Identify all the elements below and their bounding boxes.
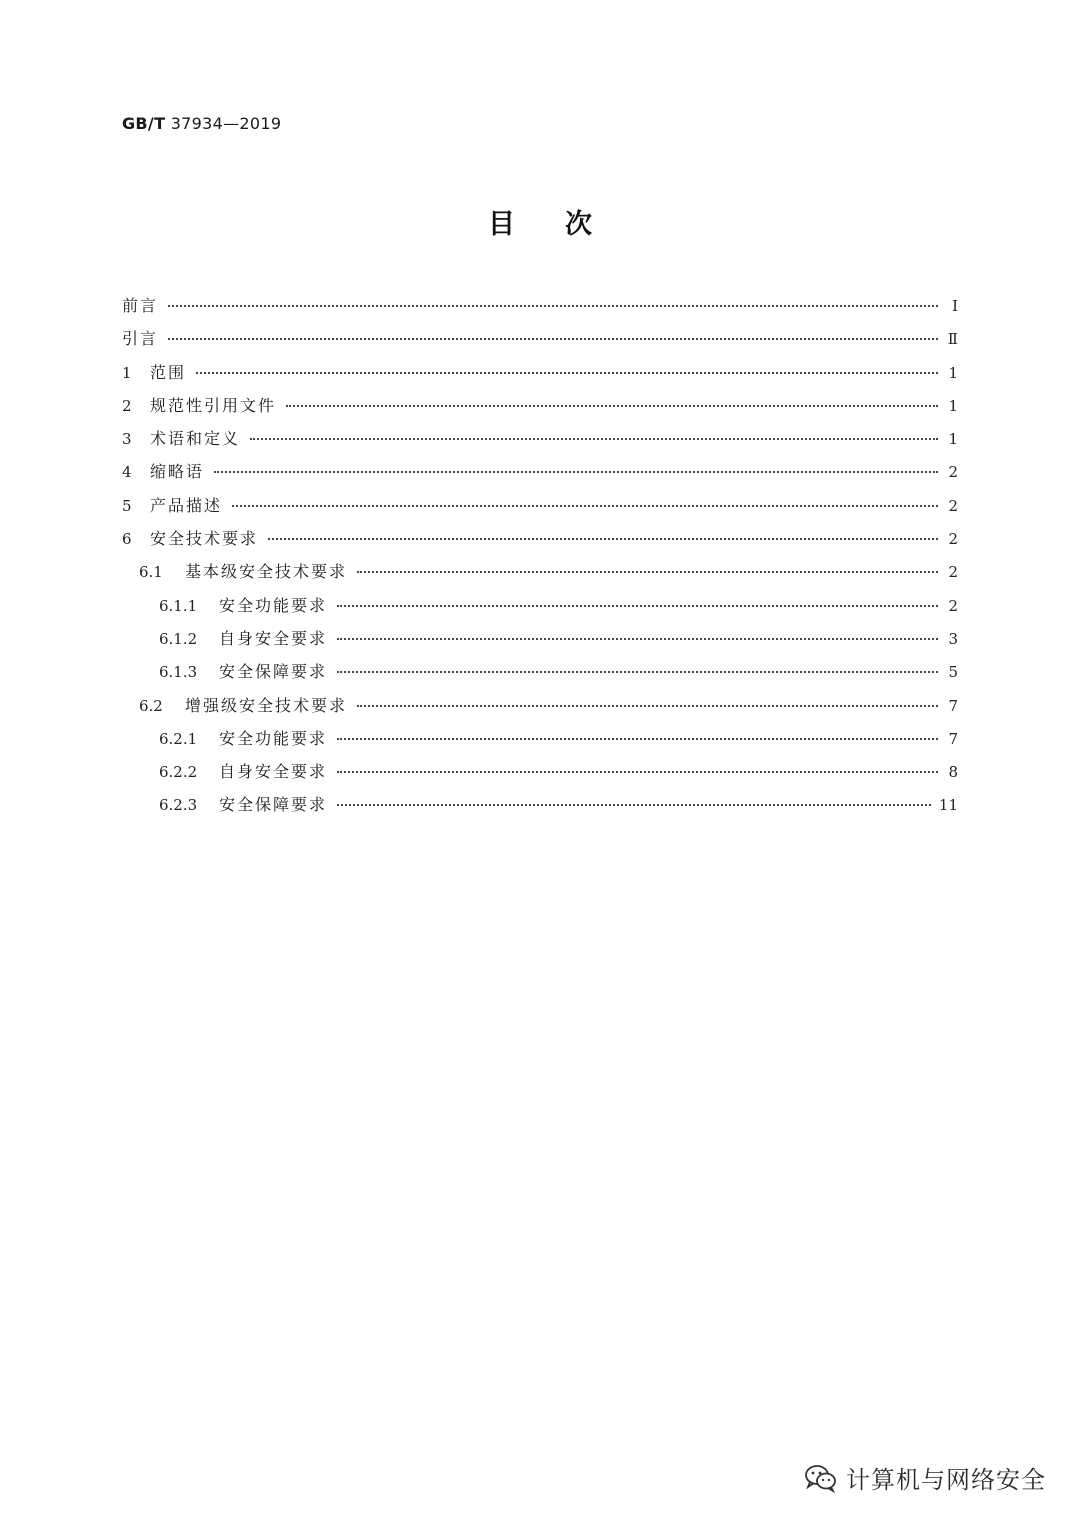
toc-entry-page: 5 bbox=[948, 663, 958, 682]
toc-entry-number: 1 bbox=[122, 363, 132, 382]
toc-dot-leader bbox=[232, 505, 938, 507]
toc-dot-leader bbox=[337, 638, 938, 640]
toc-dot-leader bbox=[268, 538, 938, 540]
toc-entry-page: 2 bbox=[948, 530, 958, 549]
toc-entry-page: 2 bbox=[948, 496, 958, 515]
toc-entry-page: 2 bbox=[948, 463, 958, 482]
toc-entry-page: Ⅱ bbox=[947, 330, 958, 349]
toc-entry-number: 6.1 bbox=[139, 563, 163, 582]
toc-entry[interactable] bbox=[122, 726, 958, 759]
toc-entry-title: 增强级安全技术要求 bbox=[185, 695, 348, 715]
toc-entry-number: 5 bbox=[122, 496, 132, 515]
toc-entry[interactable] bbox=[122, 493, 958, 526]
toc-entry-number: 2 bbox=[122, 396, 132, 415]
toc-entry-number: 6 bbox=[122, 530, 132, 549]
standard-number: 37934—2019 bbox=[170, 114, 282, 133]
toc-dot-leader bbox=[337, 605, 938, 607]
wechat-icon bbox=[804, 1463, 838, 1493]
toc-entry-number: 6.2 bbox=[139, 696, 163, 715]
toc-dot-leader bbox=[337, 671, 938, 673]
toc-entry-title: 缩略语 bbox=[150, 462, 205, 482]
toc-entry-page: 1 bbox=[948, 363, 958, 382]
toc-entry-number: 6.2.3 bbox=[159, 796, 198, 815]
toc-entry[interactable] bbox=[122, 293, 958, 326]
toc-entry[interactable] bbox=[122, 759, 958, 792]
toc-dot-leader bbox=[250, 438, 938, 440]
toc-entry-number: 6.1.2 bbox=[159, 629, 198, 648]
toc-dot-leader bbox=[196, 372, 938, 374]
toc-entry-title: 安全功能要求 bbox=[219, 728, 328, 748]
toc-entry[interactable] bbox=[122, 526, 958, 559]
toc-dot-leader bbox=[168, 338, 938, 340]
toc-entry[interactable] bbox=[122, 659, 958, 692]
toc-entry-page: 2 bbox=[948, 596, 958, 615]
toc-entry-page: 11 bbox=[938, 796, 958, 815]
toc-entry-title: 安全功能要求 bbox=[219, 595, 328, 615]
toc-entry-number: 6.1.1 bbox=[159, 596, 198, 615]
toc-dot-leader bbox=[337, 738, 938, 740]
toc-dot-leader bbox=[214, 471, 938, 473]
toc-entry-page: 3 bbox=[948, 629, 958, 648]
toc-entry-page: 8 bbox=[948, 763, 958, 782]
toc-entry[interactable] bbox=[122, 360, 958, 393]
toc-entry-number: 6.2.2 bbox=[159, 763, 198, 782]
toc-entry-page: 1 bbox=[948, 430, 958, 449]
toc-entry-page: 7 bbox=[948, 696, 958, 715]
toc-entry[interactable] bbox=[122, 426, 958, 459]
toc-entry-page: 7 bbox=[948, 729, 958, 748]
toc-entry-number: 4 bbox=[122, 463, 132, 482]
toc-dot-leader bbox=[337, 771, 938, 773]
toc-entry-title: 基本级安全技术要求 bbox=[185, 562, 348, 582]
toc-entry-title: 安全保障要求 bbox=[219, 795, 328, 815]
toc-entry-number: 6.1.3 bbox=[159, 663, 198, 682]
toc-entry-title: 术语和定义 bbox=[150, 429, 241, 449]
toc-entry-number: 3 bbox=[122, 430, 132, 449]
toc-entry-title: 规范性引用文件 bbox=[150, 395, 277, 415]
toc-entry-page: 1 bbox=[948, 396, 958, 415]
toc-entry[interactable] bbox=[122, 459, 958, 492]
watermark bbox=[804, 1460, 1046, 1495]
toc-entry-page: Ⅰ bbox=[952, 297, 958, 315]
standard-prefix: GB/T bbox=[122, 114, 166, 133]
toc-entry[interactable] bbox=[122, 593, 958, 626]
toc-entry[interactable] bbox=[122, 559, 958, 592]
toc-entry-title: 范围 bbox=[150, 362, 187, 382]
toc-entry-title: 引言 bbox=[122, 329, 159, 349]
toc-entry-title: 安全技术要求 bbox=[150, 529, 259, 549]
toc-entry-title: 自身安全要求 bbox=[219, 628, 328, 648]
standard-code bbox=[122, 114, 281, 133]
toc-entry[interactable] bbox=[122, 326, 958, 359]
toc-dot-leader bbox=[168, 305, 938, 307]
toc-title: 目次 bbox=[488, 209, 642, 240]
toc-dot-leader bbox=[337, 804, 931, 806]
watermark-text: 计算机与网络安全 bbox=[846, 1466, 1046, 1494]
toc-dot-leader bbox=[357, 705, 938, 707]
toc-dot-leader bbox=[357, 571, 938, 573]
toc-entry-title: 自身安全要求 bbox=[219, 762, 328, 782]
toc-entry[interactable] bbox=[122, 693, 958, 726]
table-of-contents bbox=[122, 293, 958, 826]
toc-entry[interactable] bbox=[122, 792, 958, 825]
toc-entry-page: 2 bbox=[948, 563, 958, 582]
toc-entry-title: 产品描述 bbox=[150, 495, 223, 515]
toc-entry-title: 前言 bbox=[122, 296, 159, 315]
toc-entry[interactable] bbox=[122, 626, 958, 659]
toc-dot-leader bbox=[286, 405, 938, 407]
toc-entry[interactable] bbox=[122, 393, 958, 426]
toc-entry-number: 6.2.1 bbox=[159, 729, 198, 748]
toc-entry-title: 安全保障要求 bbox=[219, 662, 328, 682]
